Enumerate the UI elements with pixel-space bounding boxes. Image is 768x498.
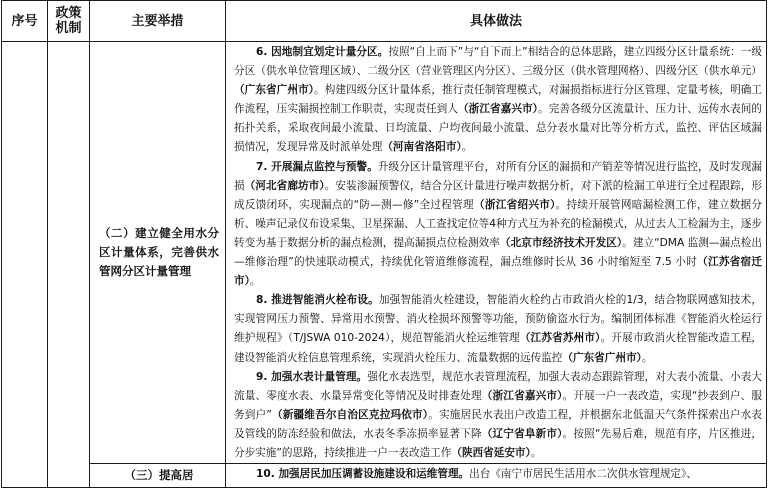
- table-header-row: [2, 1, 767, 42]
- practice-paragraph: [234, 43, 762, 158]
- header-policy: 政策机制: [48, 1, 90, 42]
- measure-cell-next: （三）提高居: [90, 464, 226, 488]
- table-row: [2, 464, 767, 488]
- paragraph-text: 。持续开展管网暗漏检测工作，建立数据分析、噪声记录仪布设采集、卫星探漏、人工查找定位等4种方式互为补充的检漏模式，从过去人工检漏为主，逐步转变为基于数据分析的漏点检测，提高漏损点位检测效率: [234, 198, 763, 249]
- paragraph-text: 。安装渗漏预警仪，结合分区计量进行噪声数据分析，对下派的检漏工单进行全过程跟踪，形成反馈闭环，实现漏点的“防—测—修”全过程管理: [234, 179, 763, 211]
- practice-paragraph: [234, 158, 762, 292]
- paragraph-text: 按照“自上而下”与“自下而上”相结合的总体思路，建立四级分区计量系统：一级分区（供水单位管理区域）、二级分区（营业管理区内分区）、三级分区（供水管理网格）、四级分区（供水单元）: [234, 46, 762, 78]
- location-tag: （浙江省嘉兴市）: [481, 389, 563, 402]
- paragraph-text: 。开展一户一表改造，实现“抄表到户、服务到户”: [234, 389, 762, 421]
- paragraph-text: 。: [641, 351, 653, 364]
- location-tag: （浙江省绍兴市）: [473, 198, 556, 211]
- paragraph-text: 加强智能消火栓建设，智能消火栓约占市政消火栓的1/3，结合物联网感知技术，实现管网压力预警、异常用水预警、消火栓损坏预警等功能，预防偷盗水行为。编制团体标准《智能消火栓运行维护规程》（T/JSWA 010-2024），规范智能消火栓运维管理: [234, 294, 762, 345]
- location-tag: （河北省廊坊市）: [244, 179, 325, 192]
- location-tag: （北京市经济技术开发区）: [499, 236, 623, 249]
- location-tag: （江苏省苏州市）: [519, 332, 601, 345]
- seq-cell: [2, 42, 48, 488]
- paragraph-text: 强化水表选型，规范水表管理流程，加强大表动态跟踪管理，对大表小流量、小表大流量、零度水表、水量异常变化等情况及时排查处理: [234, 370, 762, 402]
- practice-cell-next: [226, 464, 767, 488]
- practice-paragraph: [234, 368, 762, 463]
- measure-cell: （二）建立健全用水分区计量体系，完善供水管网分区计量管理: [90, 42, 226, 464]
- location-tag: （辽宁省阜新市）: [481, 427, 563, 440]
- paragraph-text: 升级分区计量管理平台，对所有分区的漏损和产销差等情况进行监控，及时发现漏损: [234, 160, 762, 192]
- header-practice: 具体做法: [226, 1, 767, 42]
- policy-cell: [48, 42, 90, 488]
- paragraph-text: 出台《南宁市居民生活用水二次供水管理规定》、: [469, 468, 697, 481]
- practice-paragraph: [234, 291, 762, 367]
- paragraph-text: 。开展市政消火栓智能改造工程，建设智能消火栓信息管理系统，实现消火栓压力、流量数据的远传监控: [234, 332, 763, 364]
- header-measures: 主要举措: [90, 1, 226, 42]
- location-tag: （江苏省宿迁市）: [234, 256, 762, 288]
- policy-table: [1, 0, 767, 488]
- paragraph-lead: 8. 推进智能消火栓布设。: [256, 294, 379, 307]
- paragraph-text: 。: [461, 141, 473, 154]
- paragraph-text: 。按照“先易后难，规范有序，片区推进，分步实施”的思路，持续推进一户一表改造工作: [234, 427, 762, 459]
- paragraph-lead: 7. 开展漏点监控与预警。: [256, 160, 378, 173]
- paragraph-lead: 6. 因地制宜划定计量分区。: [256, 46, 389, 58]
- practice-cell: [226, 42, 767, 464]
- paragraph-text: 。建立“DMA 监测—漏点检出—维修治理”的快速联动模式，持续优化管道维修流程，漏点维修时长从 36 小时缩短至 7.5 小时: [234, 236, 763, 269]
- paragraph-text: 。: [249, 275, 261, 288]
- location-tag: （广东省广州市）: [562, 351, 642, 364]
- location-tag: （新疆维吾尔自治区克拉玛依市）: [271, 408, 429, 421]
- paragraph-text: 。: [530, 446, 542, 459]
- paragraph-lead: 10. 加强居民加压调蓄设施建设和运维管理。: [256, 468, 470, 481]
- paragraph-text: 。完善各级分区流量计、压力计、远传水表间的拓扑关系，采取夜间最小流量、日均流量、户均夜间最小流量、总分表水量对比等分析方式，监控、评估区域漏损情况，发现异常及时派单处理: [234, 103, 763, 154]
- location-tag: （广东省广州市）: [234, 84, 315, 97]
- location-tag: （陕西省延安市）: [451, 446, 531, 459]
- paragraph-lead: 9. 加强水表计量管理。: [256, 370, 368, 383]
- paragraph-text: 。构建四级分区计量体系，推行责任制管理模式，对漏损指标进行分区管理、定量考核，明确工作流程，压实漏损控制工作职责，实现责任到人: [234, 84, 763, 116]
- location-tag: （河南省洛阳市）: [382, 141, 462, 154]
- header-seq: 序号: [2, 1, 48, 42]
- location-tag: （浙江省嘉兴市）: [458, 103, 539, 116]
- table-row: [2, 42, 767, 464]
- paragraph-text: 。实施居民水表出户改造工程，并根据东北低温天气条件探索出户水表及管线的防冻经验和做法，水表冬季冻损率显著下降: [234, 408, 762, 440]
